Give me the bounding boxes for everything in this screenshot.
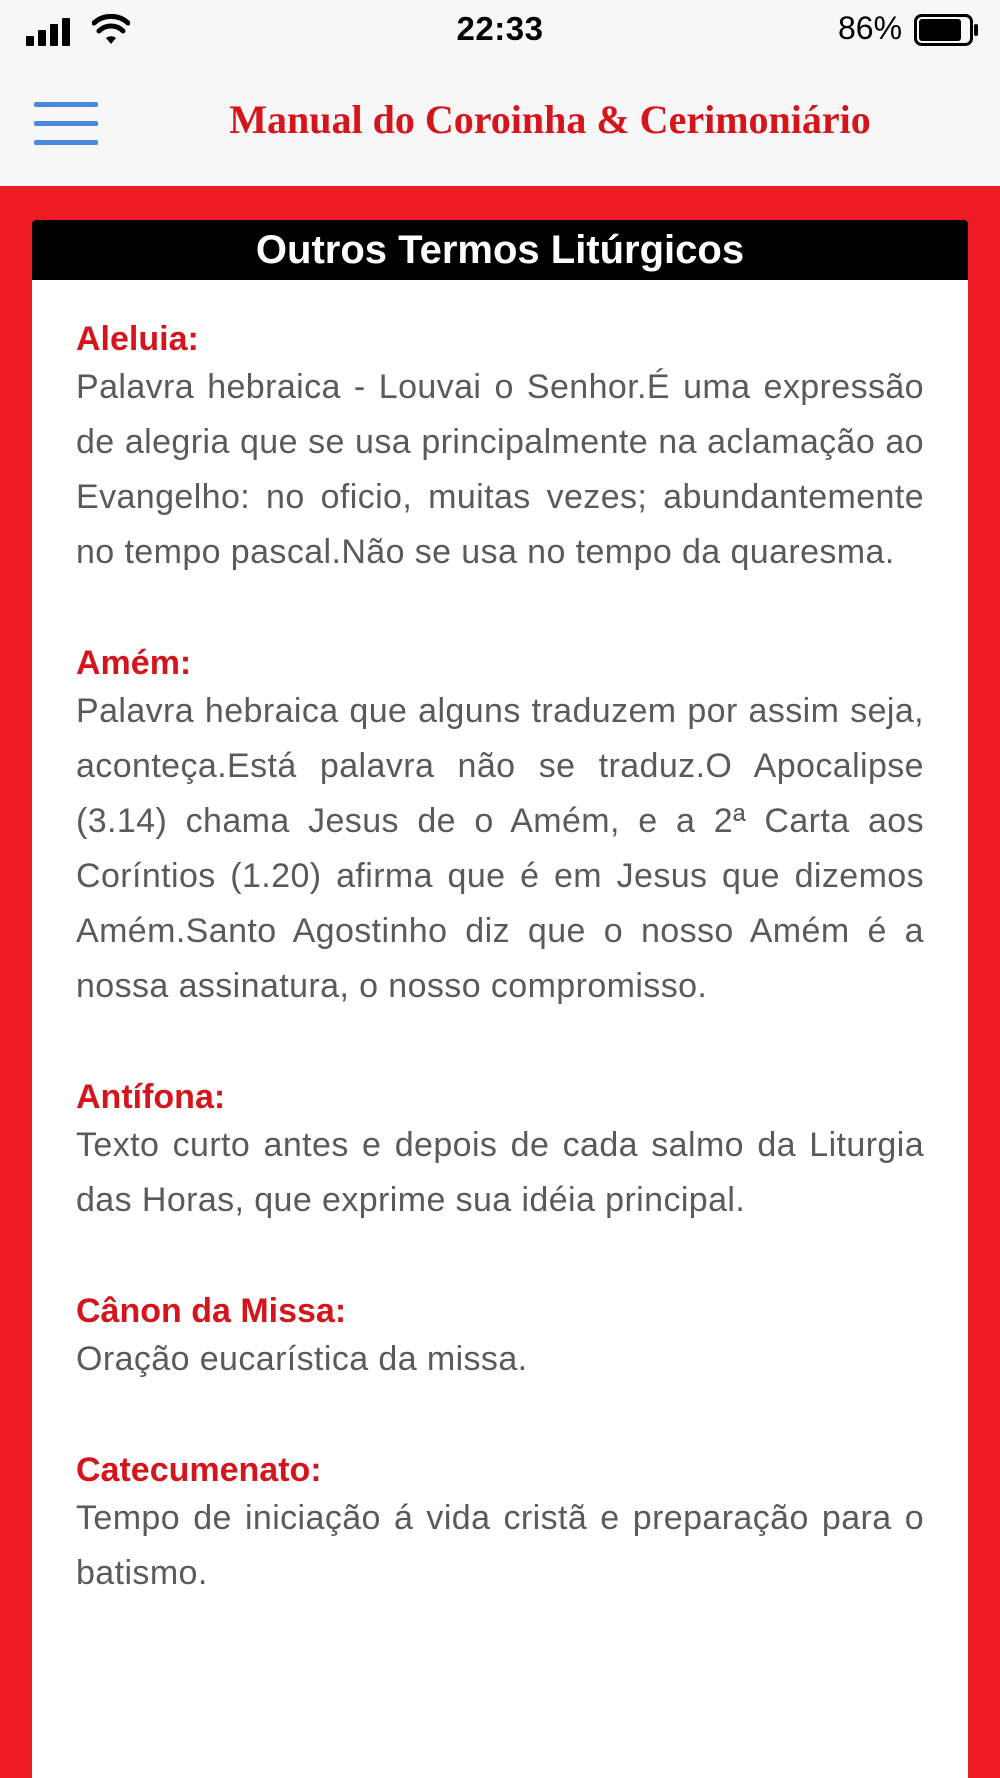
term-description: Palavra hebraica que alguns traduzem por assim seja, aconteça.Está palavra não se traduz.O Apocalipse (3.14) chama Jesus de o Amém, e a 2ª Carta aos Coríntios (1.20) afirma que é em Jesus que dizemos Amém.Santo Agostinho diz que o nosso Amém é a nossa assinatura, o nosso compromisso. [76,692,924,1005]
status-time: 22:33 [456,10,544,47]
term-item [76,1076,924,1228]
app-header [0,58,1000,186]
term-title: Aleluia: [76,320,199,358]
term-item [76,318,924,580]
terms-list [32,280,968,1601]
battery-percent: 86% [838,10,903,46]
term-title: Cânon da Missa: [76,1292,347,1330]
term-item [76,1449,924,1601]
term-title: Catecumenato: [76,1451,322,1489]
hamburger-menu-icon[interactable] [34,102,98,146]
term-description: Tempo de iniciação á vida cristã e preparação para o batismo. [76,1499,924,1592]
status-bar [0,0,1000,58]
term-title: Antífona: [76,1078,226,1116]
term-title: Amém: [76,644,192,682]
battery-icon [914,14,980,46]
term-item [76,642,924,1014]
terms-card [32,220,968,1778]
card-title: Outros Termos Litúrgicos [32,220,968,280]
term-description: Oração eucarística da missa. [76,1340,528,1378]
term-description: Texto curto antes e depois de cada salmo da Liturgia das Horas, que exprime sua idéia principal. [76,1126,924,1219]
term-description: Palavra hebraica - Louvai o Senhor.É uma expressão de alegria que se usa principalmente na aclamação ao Evangelho: no oficio, muitas vezes; abundantemente no tempo pascal.Não se usa no tempo da quaresma. [76,368,924,571]
app-title: Manual do Coroinha & Cerimoniário [229,97,871,142]
term-item [76,1290,924,1387]
